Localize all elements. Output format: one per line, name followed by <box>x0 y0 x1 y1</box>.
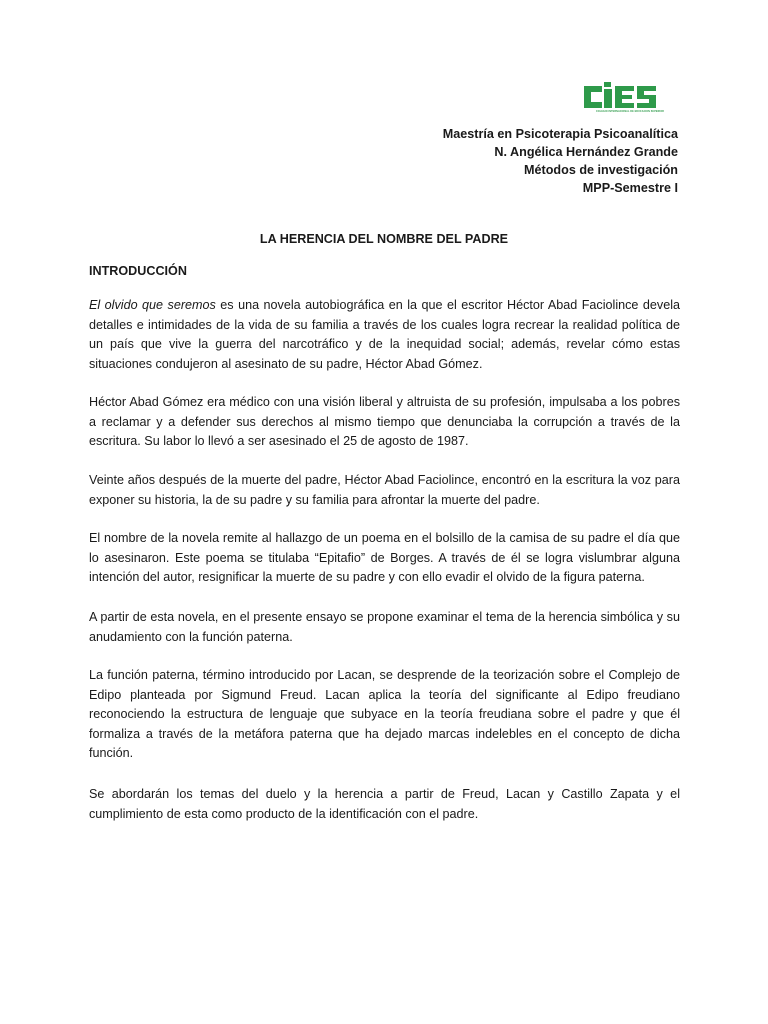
paragraph-1-text: es una novela autobiográfica en la que el escritor Héctor Abad Faciolince devela detalles e intimidades de la vida de su familia a través de los cuales logra recrear la realidad política de un país que vive la guerra del narcotráfico y de la inequidad social; además, revelar cómo estas situaciones condujeron al asesinato de su padre, Héctor Abad Gómez. <box>89 298 681 371</box>
section-heading: INTRODUCCIÓN <box>89 264 187 278</box>
document-title: LA HERENCIA DEL NOMBRE DEL PADRE <box>259 232 509 246</box>
book-title: El olvido que seremos <box>89 298 216 312</box>
paragraph-2-text: Héctor Abad Gómez era médico con una visión liberal y altruista de su profesión, impulsaba a los pobres a reclamar y a defender sus derechos al mismo tiempo que denunciaba la corrupción a través de la escritura. Su labor lo llevó a ser asesinado el 25 de agosto de 1987. <box>89 395 680 448</box>
semester-label: MPP-Semestre I <box>582 181 678 195</box>
author-name: N. Angélica Hernández Grande <box>494 145 678 159</box>
header-block <box>443 125 678 197</box>
paragraph-6 <box>89 666 680 764</box>
program-name: Maestría en Psicoterapia Psicoanalítica <box>442 127 678 141</box>
paragraph-5-text: A partir de esta novela, en el presente ensayo se propone examinar el tema de la herencia simbólica y su anudamiento con la función paterna. <box>89 610 680 644</box>
paragraph-6-text: La función paterna, término introducido por Lacan, se desprende de la teorización sobre el Complejo de Edipo planteada por Sigmund Freud. Lacan aplica la teoría del significante al Edipo freudiano reconociendo la estructura de lenguaje que subyace en la teoría freudiana sobre el padre y que él formaliza a través de la metáfora paterna que ha dejado marcas indelebles en el concepto de dicha función. <box>89 668 680 760</box>
cies-logo-icon <box>582 82 678 112</box>
paragraph-5 <box>89 608 680 647</box>
paragraph-1 <box>89 296 680 374</box>
paragraph-7 <box>89 785 680 824</box>
logo-tagline: COLEGIO INTERNACIONAL DE EDUCACIÓN SUPERIOR <box>595 110 664 113</box>
paragraph-3 <box>89 471 680 510</box>
paragraph-2 <box>89 393 680 452</box>
paragraph-4-text: El nombre de la novela remite al hallazgo de un poema en el bolsillo de la camisa de su padre el día que lo asesinaron. Este poema se titulaba “Epitafio” de Borges. A través de él se logra vislumbrar alguna intención del autor, resignificar la muerte de su padre y con ello evadir el olvido de la figura paterna. <box>89 531 680 584</box>
paragraph-7-text: Se abordarán los temas del duelo y la herencia a partir de Freud, Lacan y Castillo Zapata y el cumplimiento de esta como producto de la identificación con el padre. <box>89 787 680 821</box>
course-name: Métodos de investigación <box>524 163 678 177</box>
paragraph-4 <box>89 529 680 588</box>
paragraph-3-text: Veinte años después de la muerte del padre, Héctor Abad Faciolince, encontró en la escritura la voz para exponer su historia, la de su padre y su familia para afrontar la muerte del padre. <box>89 473 680 507</box>
